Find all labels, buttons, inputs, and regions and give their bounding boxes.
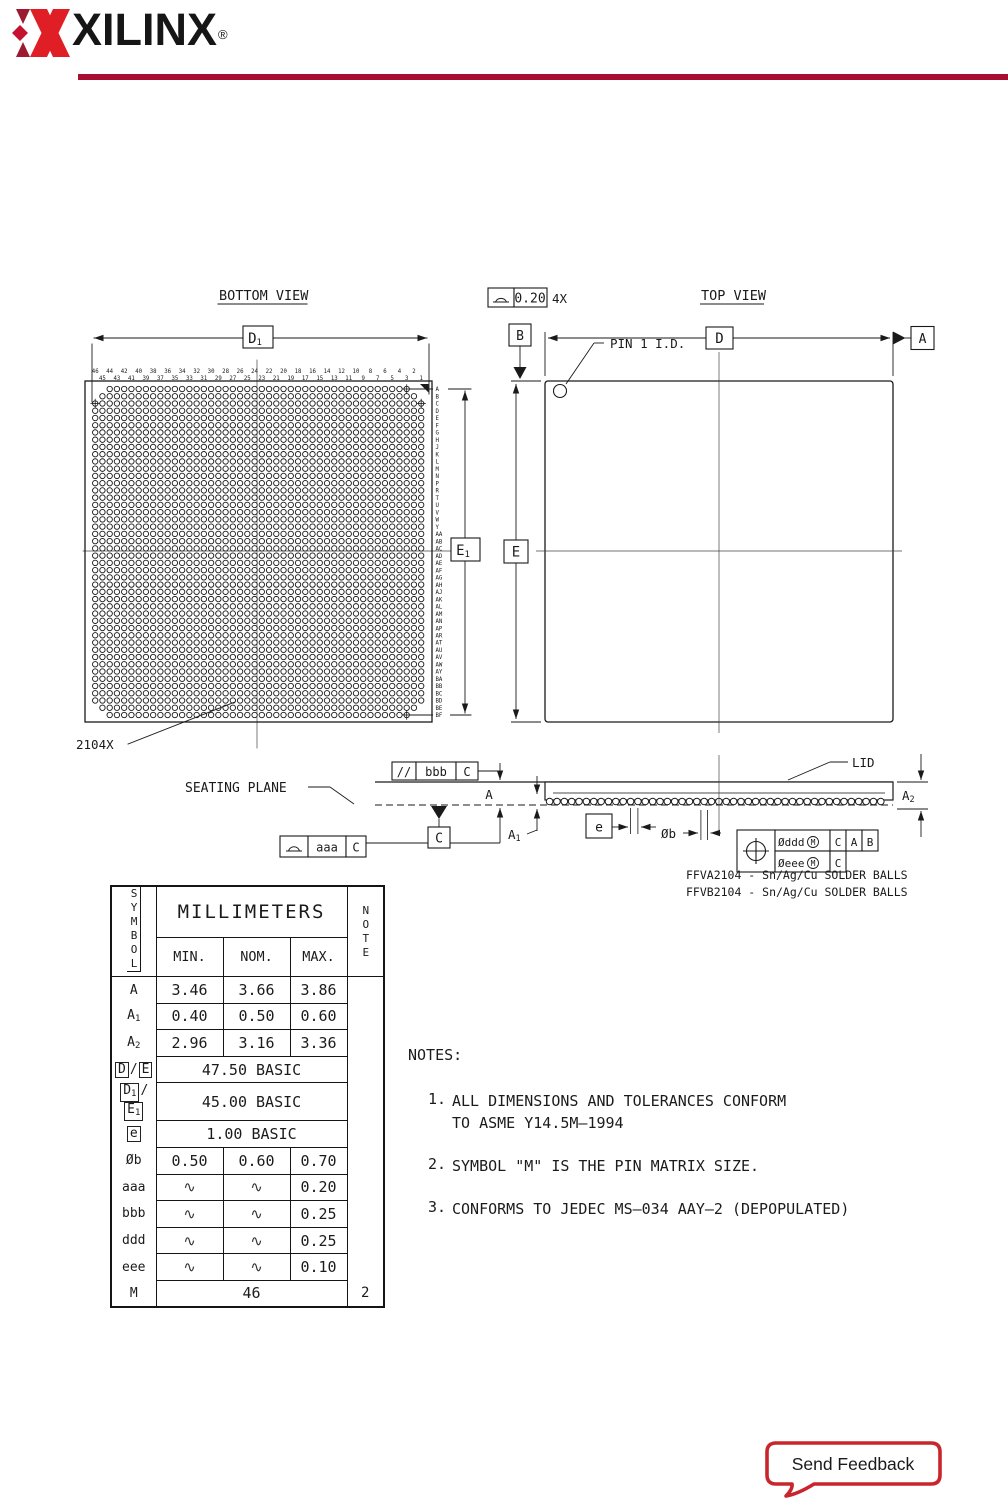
- value-cell: 0.20: [290, 1174, 347, 1201]
- svg-text:AL: AL: [435, 604, 443, 611]
- note-item: [428, 1155, 888, 1177]
- svg-text:A: A: [850, 836, 858, 849]
- svg-text:22: 22: [265, 369, 273, 375]
- bottom-view: [76, 288, 480, 752]
- svg-text:8: 8: [368, 369, 373, 375]
- feedback-label: Send Feedback: [791, 1454, 915, 1474]
- svg-text:29: 29: [214, 376, 222, 383]
- svg-text:AV: AV: [435, 655, 443, 662]
- value-cell: 3.16: [223, 1030, 290, 1057]
- svg-text:C: C: [834, 857, 842, 870]
- note-column: [347, 977, 384, 1281]
- value-cell: 2.96: [156, 1030, 223, 1057]
- symbol-cell: aaa: [111, 1174, 156, 1201]
- value-cell: ∿: [156, 1227, 223, 1254]
- svg-text:P: P: [435, 481, 439, 488]
- side-view: [185, 754, 928, 899]
- svg-text:A: A: [435, 387, 439, 394]
- notes-block: [408, 1046, 888, 1241]
- note-cell: 2: [347, 1280, 384, 1307]
- table-row: [111, 1030, 384, 1057]
- svg-text:L: L: [435, 459, 439, 466]
- top-view-title: TOP VIEW: [701, 288, 767, 304]
- svg-text:BD: BD: [435, 698, 443, 705]
- max-header: MAX.: [290, 937, 347, 976]
- brand-wordmark: XILINX®: [72, 4, 228, 55]
- svg-text:16: 16: [309, 369, 316, 375]
- value-cell: 45.00 BASIC: [156, 1083, 347, 1121]
- svg-text:AR: AR: [435, 633, 443, 640]
- value-cell: 0.25: [290, 1201, 347, 1228]
- svg-text:AB: AB: [435, 539, 443, 546]
- value-cell: 0.50: [223, 1003, 290, 1030]
- dimension-table: [110, 885, 385, 1308]
- note-item: [428, 1090, 888, 1134]
- symbol-cell: bbb: [111, 1201, 156, 1228]
- svg-text:AN: AN: [435, 619, 443, 626]
- svg-text:44: 44: [106, 369, 114, 375]
- value-cell: 3.46: [156, 977, 223, 1004]
- svg-text:M: M: [435, 466, 439, 473]
- svg-text:AU: AU: [435, 647, 443, 654]
- dim-e1-label: E1: [456, 543, 470, 560]
- svg-text:10: 10: [352, 369, 360, 375]
- top-view: [488, 288, 934, 733]
- svg-text:0.20: 0.20: [514, 291, 546, 307]
- symbol-header: SYMBOL: [111, 886, 156, 977]
- send-feedback-button[interactable]: [764, 1440, 948, 1498]
- table-row: [111, 1227, 384, 1254]
- table-row: [111, 977, 384, 1004]
- svg-text:43: 43: [113, 376, 121, 383]
- value-cell: 3.66: [223, 977, 290, 1004]
- svg-text:M: M: [810, 859, 816, 868]
- svg-text:BF: BF: [435, 713, 443, 720]
- table-row: [111, 1056, 384, 1083]
- svg-text:AP: AP: [435, 626, 443, 633]
- ball-count-label: 2104X: [76, 737, 114, 752]
- symbol-cell: A: [111, 977, 156, 1004]
- solder-line-1: FFVA2104 - Sn/Ag/Cu SOLDER BALLS: [686, 868, 908, 882]
- svg-text:R: R: [435, 488, 439, 495]
- svg-text:11: 11: [345, 376, 353, 383]
- value-cell: 3.86: [290, 977, 347, 1004]
- svg-text:B: B: [516, 329, 524, 344]
- symbol-cell: A1: [111, 1003, 156, 1030]
- value-cell: ∿: [156, 1174, 223, 1201]
- value-cell: ∿: [156, 1254, 223, 1281]
- svg-text:23: 23: [258, 376, 266, 383]
- svg-text:C: C: [463, 765, 471, 779]
- svg-text:38: 38: [149, 369, 157, 375]
- value-cell: 0.60: [223, 1147, 290, 1174]
- svg-text:BA: BA: [435, 676, 443, 683]
- svg-text:AA: AA: [435, 532, 443, 539]
- dim-e-label: E: [511, 544, 521, 561]
- table-row: [111, 1254, 384, 1281]
- bottom-view-title: BOTTOM VIEW: [219, 288, 309, 304]
- svg-text:aaa: aaa: [316, 840, 338, 855]
- svg-text:4X: 4X: [552, 291, 568, 306]
- solder-line-2: FFVB2104 - Sn/Ag/Cu SOLDER BALLS: [686, 885, 908, 899]
- svg-text:AD: AD: [435, 553, 443, 560]
- svg-text:E: E: [435, 416, 439, 423]
- note-text: CONFORMS TO JEDEC MS–034 AAY–2 (DEPOPULATED): [452, 1200, 850, 1218]
- notes-title: NOTES:: [408, 1046, 463, 1064]
- svg-text:N: N: [435, 474, 439, 481]
- note-item: [428, 1198, 888, 1220]
- symbol-cell: D / E: [111, 1056, 156, 1083]
- svg-text:2: 2: [412, 369, 416, 375]
- flatness-callout: [488, 288, 568, 307]
- symbol-cell: D1 /E1: [111, 1083, 156, 1121]
- value-cell: ∿: [223, 1254, 290, 1281]
- svg-text:C: C: [834, 836, 842, 849]
- svg-text:Y: Y: [435, 524, 439, 531]
- svg-text:17: 17: [301, 376, 309, 383]
- svg-text:12: 12: [338, 369, 345, 375]
- svg-text:41: 41: [127, 376, 135, 383]
- dim-d-label: D: [715, 331, 724, 347]
- svg-text:AM: AM: [435, 611, 443, 618]
- datum-a: [893, 327, 934, 350]
- registered-mark: ®: [218, 27, 228, 42]
- value-cell: 0.70: [290, 1147, 347, 1174]
- svg-text:C: C: [435, 401, 439, 408]
- svg-text:G: G: [435, 430, 439, 437]
- svg-text:7: 7: [376, 376, 380, 383]
- svg-text:AE: AE: [435, 561, 443, 568]
- svg-text:34: 34: [178, 369, 186, 375]
- value-cell: 47.50 BASIC: [156, 1056, 347, 1083]
- svg-text:C: C: [352, 840, 360, 855]
- dim-a-label: A: [485, 787, 493, 802]
- svg-text:T: T: [435, 495, 439, 502]
- svg-text:9: 9: [361, 376, 365, 383]
- symbol-cell: eee: [111, 1254, 156, 1281]
- svg-text:AT: AT: [435, 640, 443, 647]
- table-row: [111, 1003, 384, 1030]
- svg-text:14: 14: [323, 369, 331, 375]
- note-header: NOTE: [347, 886, 384, 977]
- value-cell: 0.50: [156, 1147, 223, 1174]
- svg-text:32: 32: [193, 369, 201, 375]
- value-cell: 0.40: [156, 1003, 223, 1030]
- table-row: [111, 1147, 384, 1174]
- feedback-bubble-icon: [764, 1440, 948, 1498]
- svg-text:AF: AF: [435, 568, 443, 575]
- svg-text:28: 28: [222, 369, 230, 375]
- table-row: [111, 1280, 384, 1307]
- svg-text:AC: AC: [435, 546, 443, 553]
- millimeters-header: MILLIMETERS: [156, 886, 347, 937]
- value-cell: ∿: [223, 1201, 290, 1228]
- svg-text:J: J: [435, 445, 439, 452]
- table-row: [111, 1083, 384, 1121]
- note-number: 1.: [428, 1090, 447, 1108]
- svg-text:31: 31: [200, 376, 208, 383]
- svg-text:Øddd: Øddd: [778, 836, 805, 849]
- svg-text:BB: BB: [435, 684, 443, 691]
- svg-text:AH: AH: [435, 582, 443, 589]
- svg-text:18: 18: [294, 369, 302, 375]
- lid-label: LID: [852, 755, 875, 770]
- svg-text:B: B: [866, 836, 874, 849]
- svg-text:AW: AW: [435, 662, 443, 669]
- svg-text:F: F: [435, 423, 439, 430]
- svg-text:3: 3: [404, 376, 409, 383]
- symbol-cell: Øb: [111, 1147, 156, 1174]
- table-row: [111, 1174, 384, 1201]
- ball-diameter-callout: [661, 810, 721, 841]
- value-cell: ∿: [156, 1201, 223, 1228]
- svg-text:5: 5: [390, 376, 394, 383]
- svg-text:30: 30: [207, 369, 215, 375]
- svg-text:42: 42: [120, 369, 128, 375]
- svg-text:6: 6: [383, 369, 387, 375]
- svg-text:BC: BC: [435, 691, 443, 698]
- pitch-callout: [586, 808, 656, 838]
- symbol-cell: e: [111, 1121, 156, 1148]
- value-cell: ∿: [223, 1174, 290, 1201]
- dim-e-pitch-label: e: [595, 820, 603, 836]
- note-text: ALL DIMENSIONS AND TOLERANCES CONFORM TO ASME Y14.5M–1994: [452, 1092, 787, 1132]
- row-labels: [433, 384, 450, 719]
- value-cell: 3.36: [290, 1030, 347, 1057]
- svg-text:AY: AY: [435, 669, 443, 676]
- nom-header: NOM.: [223, 937, 290, 976]
- dim-a2-label: A2: [902, 788, 915, 805]
- parallelism-frame: [392, 762, 478, 780]
- symbol-cell: A2: [111, 1030, 156, 1057]
- table-row: [111, 1121, 384, 1148]
- svg-text:AG: AG: [435, 575, 443, 582]
- datum-b: [509, 324, 531, 379]
- svg-text:24: 24: [251, 369, 258, 375]
- dim-a1-label: A1: [508, 827, 521, 844]
- svg-text:Øeee: Øeee: [778, 857, 805, 870]
- svg-text:33: 33: [185, 376, 193, 383]
- datum-c: [428, 806, 450, 848]
- svg-text:37: 37: [156, 376, 164, 383]
- symbol-cell: M: [111, 1280, 156, 1307]
- value-cell: 0.60: [290, 1003, 347, 1030]
- value-cell: 0.10: [290, 1254, 347, 1281]
- note-number: 2.: [428, 1155, 447, 1173]
- position-frame: [737, 830, 878, 872]
- table-row: [111, 1201, 384, 1228]
- value-cell: 1.00 BASIC: [156, 1121, 347, 1148]
- table-body: [111, 977, 384, 1308]
- value-cell: 0.25: [290, 1227, 347, 1254]
- svg-text:46: 46: [91, 369, 99, 375]
- svg-text:C: C: [435, 831, 443, 847]
- pin1-corner-mark: [420, 384, 429, 393]
- svg-text:35: 35: [171, 376, 179, 383]
- value-cell: 46: [156, 1280, 347, 1307]
- symbol-cell: ddd: [111, 1227, 156, 1254]
- svg-text:39: 39: [142, 376, 150, 383]
- svg-text:U: U: [435, 503, 439, 510]
- svg-text:19: 19: [287, 376, 295, 383]
- svg-text:1: 1: [419, 376, 423, 383]
- svg-text:21: 21: [272, 376, 280, 383]
- svg-text:25: 25: [243, 376, 251, 383]
- value-cell: ∿: [223, 1227, 290, 1254]
- note-number: 3.: [428, 1198, 447, 1216]
- dim-ob-label: Øb: [661, 826, 677, 841]
- svg-text:45: 45: [99, 376, 106, 383]
- svg-text:B: B: [435, 394, 439, 401]
- svg-text:A: A: [918, 332, 927, 347]
- column-numbers: [92, 369, 424, 382]
- svg-text:W: W: [435, 517, 439, 524]
- min-header: MIN.: [156, 937, 223, 976]
- svg-text:36: 36: [164, 369, 172, 375]
- svg-text:27: 27: [229, 376, 237, 383]
- notes-items: [408, 1090, 888, 1220]
- svg-text:M: M: [810, 838, 816, 847]
- svg-text:4: 4: [397, 369, 402, 375]
- parallelism-icon: //: [396, 765, 412, 779]
- svg-text:20: 20: [280, 369, 287, 375]
- svg-text:AJ: AJ: [435, 590, 443, 597]
- flatness-frame: [280, 836, 366, 857]
- svg-text:D: D: [435, 408, 439, 415]
- svg-text:13: 13: [330, 376, 338, 383]
- svg-text:PIN 1 I.D.: PIN 1 I.D.: [610, 336, 686, 351]
- svg-text:V: V: [435, 510, 439, 517]
- svg-text:40: 40: [135, 369, 143, 375]
- ball-grid: [91, 385, 426, 720]
- svg-text:26: 26: [236, 369, 244, 375]
- seating-plane-label: SEATING PLANE: [185, 781, 287, 796]
- dim-d1-label: D1: [248, 331, 262, 348]
- note-text: SYMBOL "M" IS THE PIN MATRIX SIZE.: [452, 1157, 760, 1175]
- svg-text:bbb: bbb: [425, 765, 447, 779]
- svg-text:H: H: [435, 437, 439, 444]
- pin1-id: [554, 336, 686, 398]
- svg-text:BE: BE: [435, 705, 443, 712]
- svg-text:K: K: [435, 452, 439, 459]
- svg-text:AK: AK: [435, 597, 443, 604]
- svg-text:15: 15: [316, 376, 324, 383]
